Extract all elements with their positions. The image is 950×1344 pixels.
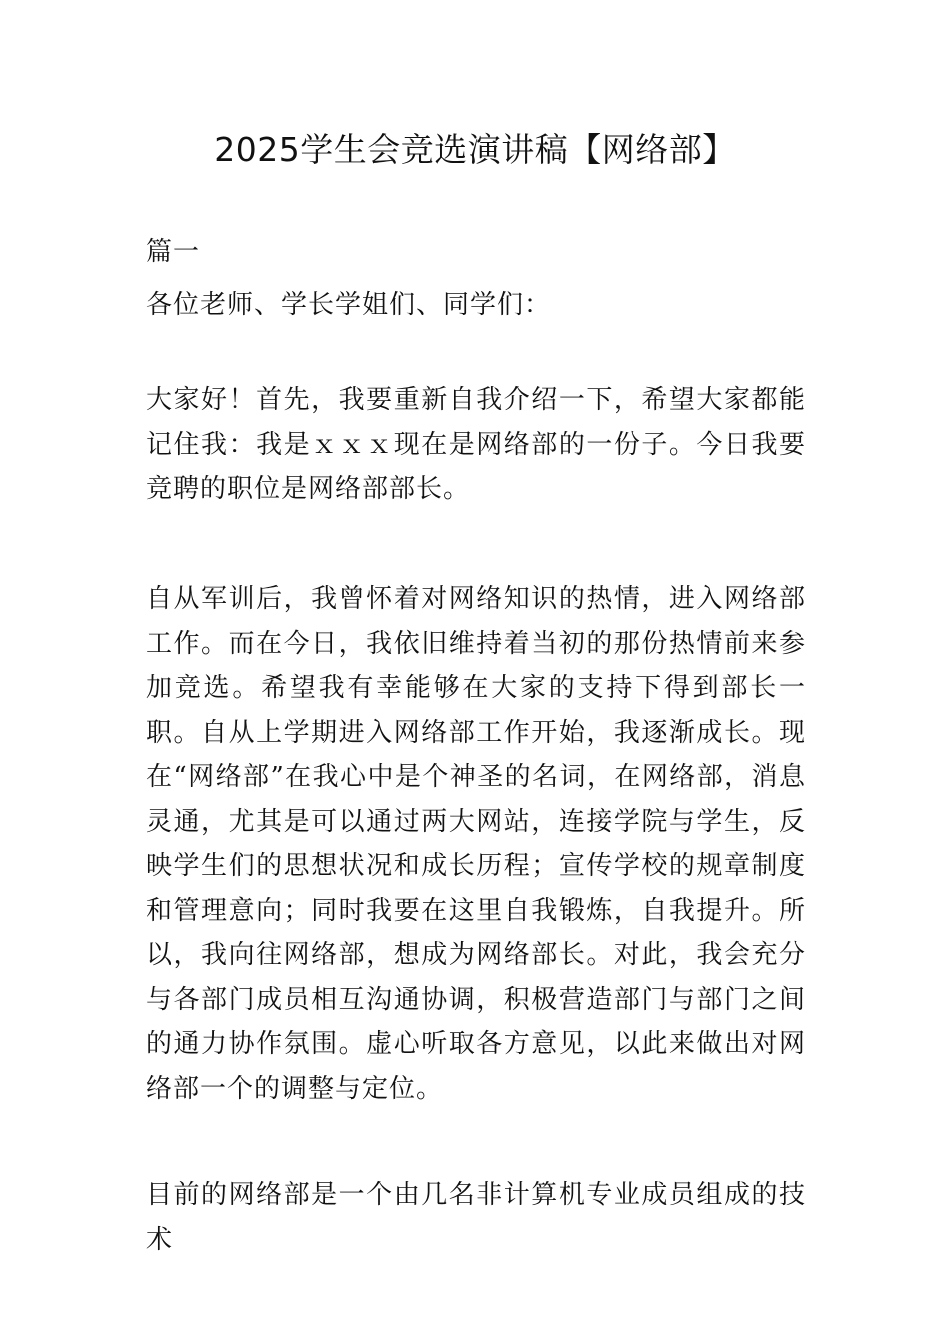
document-title: 2025学生会竞选演讲稿【网络部】 (214, 130, 736, 169)
paragraph-motivation: 自从军训后，我曾怀着对网络知识的热情，进入网络部工作。而在今日，我依旧维持着当初的那份热情前来参加竞选。希望我有幸能够在大家的支持下得到部长一职。自从上学期进入网络部工作开始，我逐渐成长。现在“网络部”在我心中是个神圣的名词，在网络部，消息灵通，尤其是可以通过两大网站，连接学院与学生，反映学生们的思想状况和成长历程；宣传学校的规章制度和管理意向；同时我要在这里自我锻炼，自我提升。所以，我向往网络部，想成为网络部长。对此，我会充分与各部门成员相互沟通协调，积极营造部门与部门之间的通力协作氛围。虚心听取各方意见，以此来做出对网络部一个的调整与定位。 (146, 584, 806, 1104)
paragraph-intro: 大家好！首先，我要重新自我介绍一下，希望大家都能记住我：我是ｘｘｘ现在是网络部的一份子。今日我要竞聘的职位是网络部部长。 (146, 385, 806, 504)
paragraph-current-status: 目前的网络部是一个由几名非计算机专业成员组成的技术 (146, 1180, 806, 1255)
paragraph-current-status-container (146, 1173, 806, 1255)
section-label: 篇一 (146, 237, 201, 267)
greeting-line: 各位老师、学长学姐们、同学们： (146, 290, 552, 320)
